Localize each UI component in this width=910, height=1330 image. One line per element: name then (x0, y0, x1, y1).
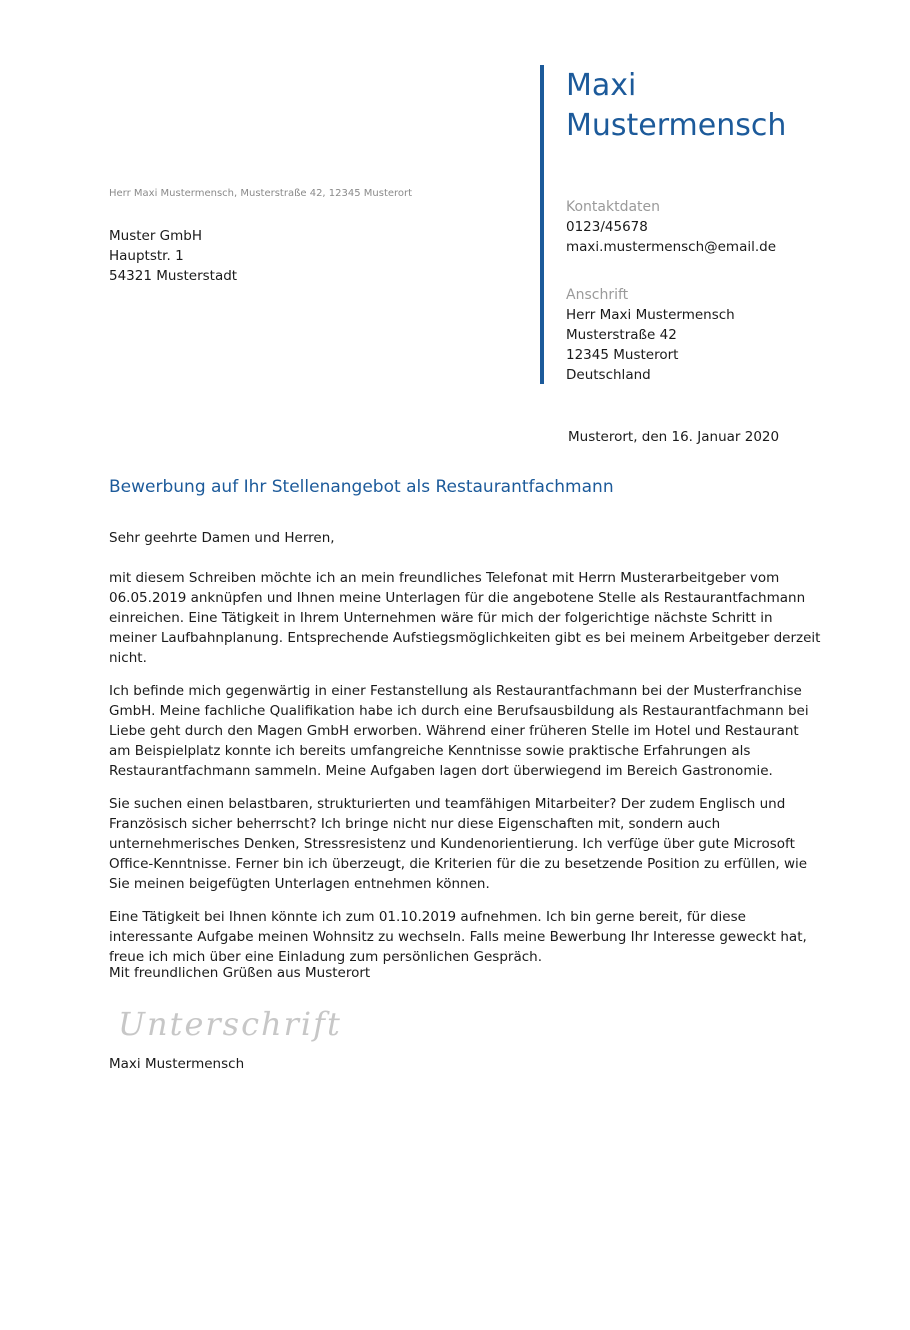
paragraph: Sie suchen einen belastbaren, strukturierten und teamfähigen Mitarbeiter? Der zudem Englisch und Französisch sicher beherrscht? Ich bringe nicht nur diese Eigenschaften mit, sondern auch unternehmerisches Denken, Stressresistenz und Kundenorientierung. Ich verfüge über gute Microsoft Office-Kenntnisse. Ferner bin ich überzeugt, die Kriterien für die zu besetzende Position zu erfüllen, wie Sie meinen beigefügten Unterlagen entnehmen können. (109, 796, 808, 892)
letter-date: Musterort, den 16. Januar 2020 (568, 429, 780, 445)
address-line: 12345 Musterort (566, 347, 679, 363)
address-line: Musterstraße 42 (566, 327, 677, 343)
applicant-first-name: Maxi (566, 68, 637, 103)
contact-label: Kontaktdaten (566, 199, 661, 215)
signature: Unterschrift (118, 1005, 342, 1043)
recipient-line: 54321 Musterstadt (109, 268, 238, 284)
address-label: Anschrift (566, 287, 629, 303)
recipient-line: Hauptstr. 1 (109, 248, 184, 264)
sender-line: Herr Maxi Mustermensch, Musterstraße 42, 12345 Musterort (109, 188, 413, 199)
paragraph: Ich befinde mich gegenwärtig in einer Festanstellung als Restaurantfachmann bei der Musterfranchise GmbH. Meine fachliche Qualifikation habe ich durch eine Berufsausbildung als Restaurantfachmann bei Liebe geht durch den Magen GmbH erworben. Während einer früheren Stelle im Hotel und Restaurant am Beispielplatz konnte ich bereits umfangreiche Kenntnisse sowie praktische Erfahrungen als Restaurantfachmann sammeln. Meine Aufgaben lagen dort überwiegend im Bereich Gastronomie. (109, 683, 809, 779)
applicant-last-name: Mustermensch (566, 108, 787, 143)
recipient-line: Muster GmbH (109, 228, 203, 244)
contact-block (566, 197, 776, 257)
closing: Mit freundlichen Grüßen aus Musterort (109, 965, 371, 981)
signer-name: Maxi Mustermensch (109, 1056, 245, 1072)
letter-subject: Bewerbung auf Ihr Stellenangebot als Restaurantfachmann (109, 477, 614, 497)
contact-email: maxi.mustermensch@email.de (566, 239, 777, 255)
salutation: Sehr geehrte Damen und Herren, (109, 530, 335, 546)
address-line: Deutschland (566, 367, 651, 383)
accent-bar (540, 65, 544, 384)
paragraph: mit diesem Schreiben möchte ich an mein freundliches Telefonat mit Herrn Musterarbeitgeber vom 06.05.2019 anknüpfen und Ihnen meine Unterlagen für die angebotene Stelle als Restaurantfachmann einreichen. Eine Tätigkeit in Ihrem Unternehmen wäre für mich der folgerichtige nächste Schritt in meiner Laufbahnplanung. Entsprechende Aufstiegsmöglichkeiten gibt es bei meinem Arbeitgeber derzeit nicht. (109, 570, 821, 666)
contact-phone: 0123/45678 (566, 219, 648, 235)
address-block (566, 285, 735, 385)
recipient-block (109, 226, 237, 286)
paragraph: Eine Tätigkeit bei Ihnen könnte ich zum 01.10.2019 aufnehmen. Ich bin gerne bereit, für diese interessante Aufgabe meinen Wohnsitz zu wechseln. Falls meine Bewerbung Ihr Interesse geweckt hat, freue ich mich über eine Einladung zum persönlichen Gespräch. (109, 909, 807, 965)
letter-body (109, 528, 821, 980)
address-line: Herr Maxi Mustermensch (566, 307, 735, 323)
applicant-name (566, 66, 786, 146)
